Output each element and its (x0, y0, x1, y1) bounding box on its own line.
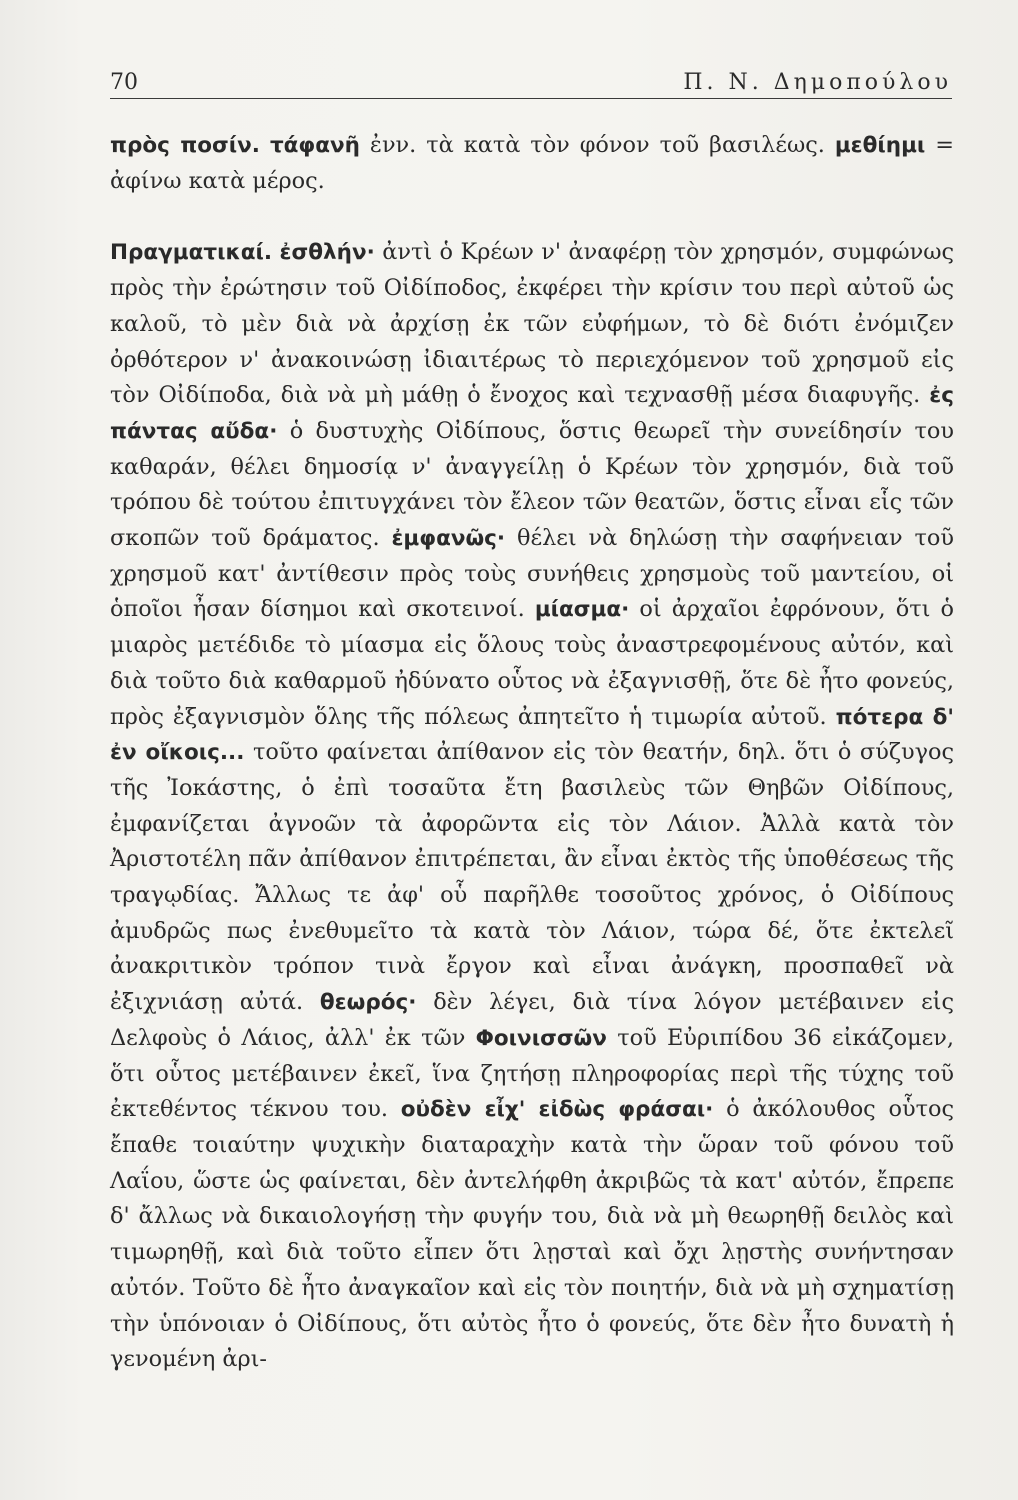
lemma: ἐμφανῶς· (391, 526, 506, 552)
lemma: πότερα δ' ἐν οἴκοις... (110, 704, 955, 766)
lemma: οὐδὲν εἶχ' εἰδὼς φράσαι· (400, 1097, 714, 1123)
gloss-text: ὁ ἀκόλουθος οὗτος ἔπαθε τοιαύτην ψυχικὴν διαταραχὴν κατὰ τὴν ὥραν τοῦ φόνου τοῦ Λαΐου, ὥστε ὡς φαίνεται, δὲν ἀντελήφθη ἀκριβῶς τὰ κατ' αὐτόν, ἔπρεπε δ' ἄλλως νὰ δικαιολογήσῃ τὴν φυγήν του, διὰ νὰ μὴ θεωρηθῇ δειλὸς καὶ τιμωρηθῇ, καὶ διὰ τοῦτο εἶπεν ὅτι λῃσταὶ καὶ ὄχι λῃστὴς συνήντησαν αὐτόν. Τοῦτο δὲ ἦτο ἀναγκαῖον καὶ εἰς τὸν ποιητήν, διὰ νὰ μὴ σχηματίσῃ τὴν ὑπόνοιαν ὁ Οἰδίπους, ὅτι αὐτὸς ἦτο ὁ φονεύς, ὅτε δὲν ἦτο δυνατὴ ἡ γενομένη ἀρι- (110, 1096, 955, 1373)
lemma: ἐσθλήν· (279, 240, 375, 266)
gloss-text: ὁ δυστυχὴς Οἰδίπους, ὅστις θεωρεῖ τὴν συνείδησίν του καθαράν, θέλει δημοσίᾳ ν' ἀναγγείλῃ ὁ Κρέων τὸν χρησμόν, διὰ τοῦ τρόπου δὲ τούτου ἐπιτυγχάνει τὸν ἔλεον τῶν θεατῶν, ὅστις εἶναι εἷς τῶν σκοπῶν τοῦ δράματος. (110, 417, 954, 552)
commentary-paragraph-2 (110, 235, 954, 1378)
lemma: Φοινισσῶν (475, 1025, 607, 1051)
lemma: μίασμα· (534, 597, 630, 623)
gloss-text: οἱ ἀρχαῖοι ἐφρόνουν, ὅτι ὁ μιαρὸς μετέδιδε τὸ μίασμα εἰς ὅλους τοὺς ἀναστρεφομένους αὐτόν, καὶ διὰ τοῦτο διὰ καθαρμοῦ ἠδύνατο οὗτος νὰ ἐξαγνισθῇ, ὅτε δὲ ἦτο φονεύς, πρὸς ἐξαγνισμὸν ὅλης τῆς πόλεως ἀπητεῖτο ἡ τιμωρία αὐτοῦ. (110, 596, 954, 730)
lemma: μεθίημι (834, 133, 926, 158)
running-title: Π. Ν. Δημοπούλου (683, 70, 952, 95)
body-text (110, 128, 954, 1378)
gloss-text (260, 132, 270, 158)
lemma: θεωρός· (319, 990, 417, 1016)
gloss-text: τοῦ Εὐριπίδου 36 εἰκάζομεν, ὅτι οὗτος μετέβαινεν ἐκεῖ, ἵνα ζητήσῃ πληροφορίας περὶ τῆς τύχης τοῦ ἐκτεθέντος τέκνου του. (110, 1024, 954, 1123)
running-head (110, 66, 952, 99)
gloss-text: = ἀφίνω κατὰ μέρος. (110, 132, 955, 194)
commentary-paragraph-1 (110, 128, 954, 199)
gloss-text: τοῦτο φαίνεται ἀπίθανον εἰς τὸν θεατήν, δηλ. ὅτι ὁ σύζυγος τῆς Ἰοκάστης, ὁ ἐπὶ τοσαῦτα ἔτη βασιλεὺς τῶν Θηβῶν Οἰδίπους, ἐμφανίζεται ἀγνοῶν τὰ ἀφορῶντα εἰς τὸν Λάιον. Ἀλλὰ κατὰ τὸν Ἀριστοτέλη πᾶν ἀπίθανον ἐπιτρέπεται, ἂν εἶναι ἐκτὸς τῆς ὑποθέσεως τῆς τραγῳδίας. Ἄλλως τε ἀφ' οὗ παρῆλθε τοσοῦτος χρόνος, ὁ Οἰδίπους ἀμυδρῶς πως ἐνεθυμεῖτο τὰ κατὰ τὸν Λάιον, τώρα δέ, ὅτε ἐκτελεῖ ἀνακριτικὸν τρόπον τινὰ ἔργον καὶ εἶναι ἀνάγκη, προσπαθεῖ νὰ ἐξιχνιάσῃ αὐτά. (110, 739, 954, 1016)
lemma: ἐς πάντας αὔδα· (110, 383, 954, 444)
gloss-text: ἐνν. τὰ κατὰ τὸν φόνον τοῦ βασιλέως. (359, 132, 835, 158)
gloss-text: θέλει νὰ δηλώσῃ τὴν σαφήνειαν τοῦ χρησμοῦ κατ' ἀντίθεσιν πρὸς τοὺς συνήθεις χρησμοὺς τοῦ μαντείου, οἱ ὁποῖοι ἦσαν δίσημοι καὶ σκοτεινοί. (110, 525, 954, 623)
lemma: τάφανῆ (269, 133, 360, 158)
section-heading: Πραγματικαί. (110, 240, 273, 266)
page-number: 70 (110, 70, 138, 95)
gloss-text (272, 239, 279, 265)
gloss-text: δὲν λέγει, διὰ τίνα λόγον μετέβαινεν εἰς Δελφοὺς ὁ Λάιος, ἀλλ' ἐκ τῶν (110, 989, 954, 1051)
lemma: πρὸς ποσίν. (110, 133, 260, 158)
gloss-text: ἀντὶ ὁ Κρέων ν' ἀναφέρῃ τὸν χρησμόν, συμφώνως πρὸς τὴν ἐρώτησιν τοῦ Οἰδίποδος, ἐκφέρει τὴν κρίσιν του περὶ αὐτοῦ ὡς καλοῦ, τὸ μὲν διὰ νὰ ἀρχίσῃ ἐκ τῶν εὐφήμων, τὸ δὲ διότι ἐνόμιζεν ὀρθότερον ν' ἀνακοινώσῃ ἰδιαιτέρως τὸ περιεχόμενον τοῦ χρησμοῦ εἰς τὸν Οἰδίποδα, διὰ νὰ μὴ μάθῃ ὁ ἔνοχος καὶ τεχνασθῇ μέσα διαφυγῆς. (110, 239, 954, 409)
